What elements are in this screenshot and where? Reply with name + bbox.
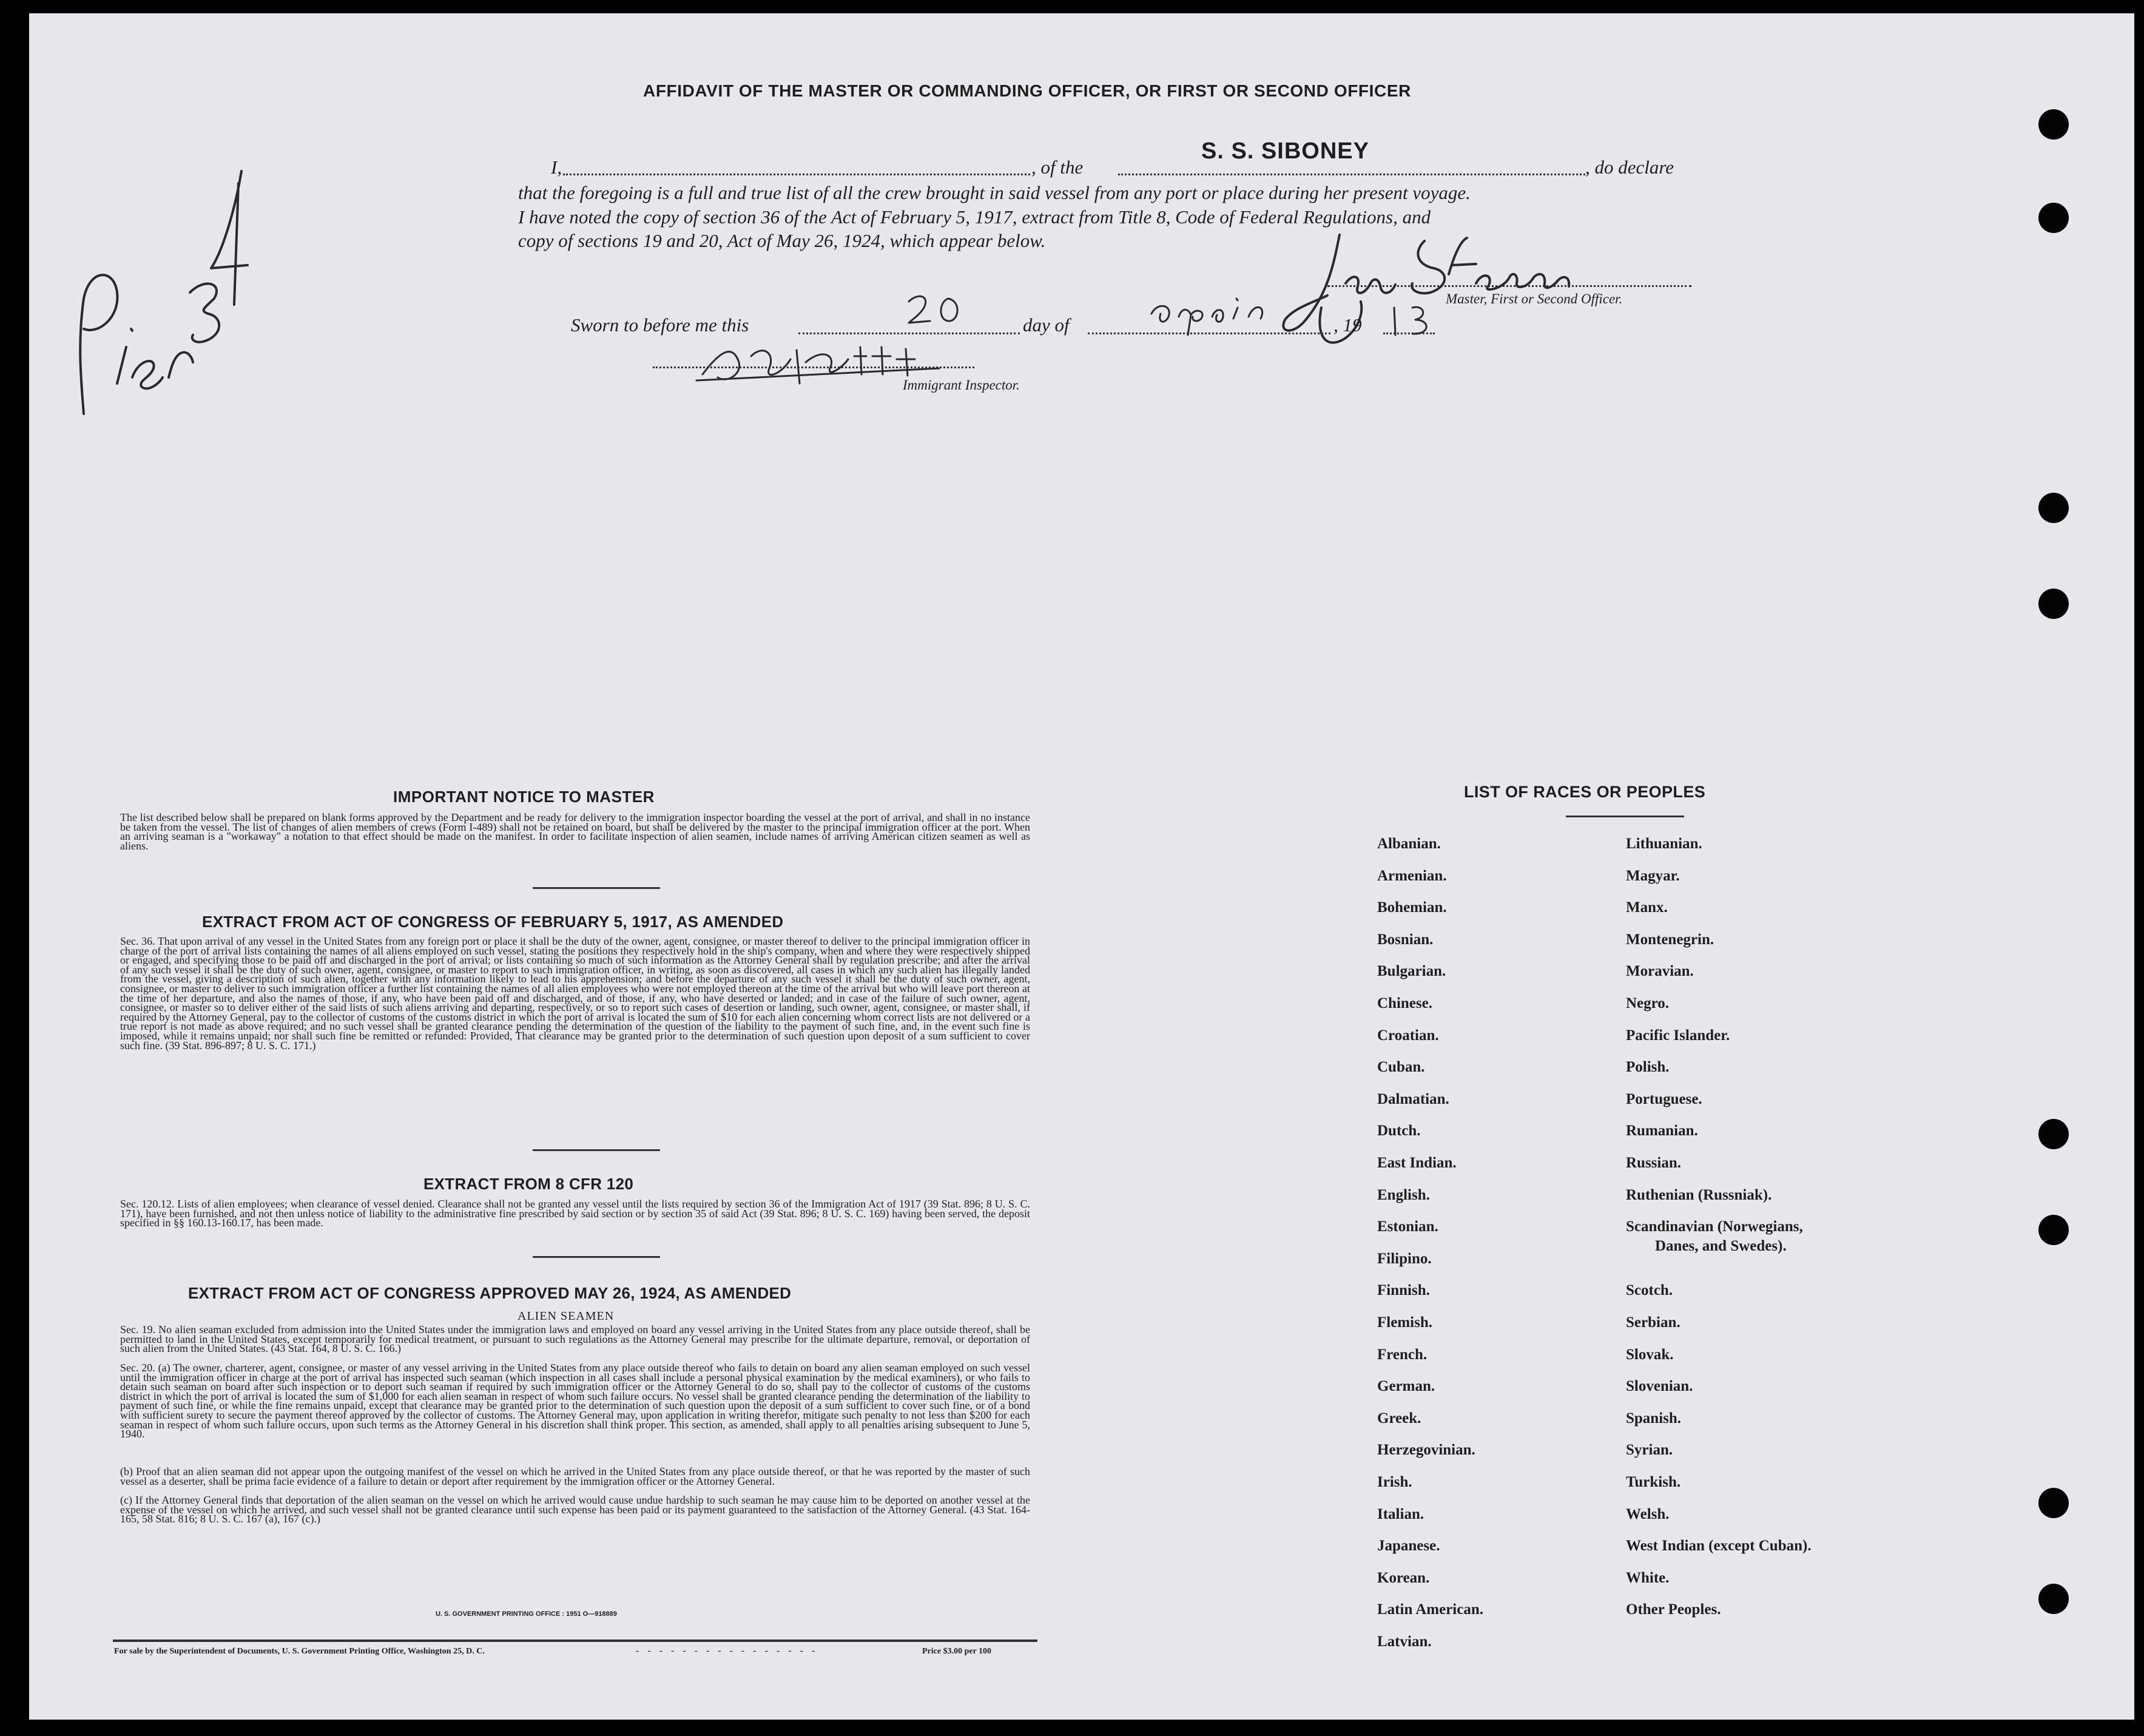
extract-cfr-title: EXTRACT FROM 8 CFR 120 [423,1175,634,1193]
affidavit-line3: I have noted the copy of section 36 of the Act of February 5, 1917, extract from Title 8, Code of Federal Regulations, and [518,206,1431,228]
race-item: Montenegrin. [1626,931,1714,948]
race-item: Slovak. [1626,1346,1674,1363]
race-item: Scotch. [1626,1282,1673,1299]
binder-hole-5 [2038,1119,2069,1149]
race-item: West Indian (except Cuban). [1626,1538,1812,1555]
sworn-day-handwritten [903,289,969,329]
binder-hole-7 [2038,1488,2069,1518]
affidavit-line1-i: I, [551,157,562,178]
extract-1924-subtitle: ALIEN SEAMEN [517,1309,615,1323]
race-item: Korean. [1377,1569,1430,1586]
race-item: French. [1377,1346,1428,1363]
race-item: Chinese. [1377,995,1432,1012]
affidavit-do-declare: , do declare [1585,157,1674,178]
affidavit-of-the: , of the [1031,157,1084,178]
affidavit-page [29,13,2134,1720]
race-item: Albanian. [1377,836,1441,852]
race-item: Magyar. [1626,867,1680,884]
race-item: Bulgarian. [1377,963,1446,980]
race-item: Irish. [1377,1474,1412,1490]
binder-hole-6 [2038,1215,2069,1245]
declarant-name-blank [563,174,1030,175]
race-item: Syrian. [1626,1442,1673,1459]
race-item: Rumanian. [1626,1123,1698,1140]
race-item: Moravian. [1626,963,1694,980]
race-item: Bosnian. [1377,931,1434,948]
races-title-rule [1566,816,1684,817]
extract-1924-sec20a: Sec. 20. (a) The owner, charterer, agent, consignee, or master of any vessel arriving in the United States from any place outside thereof who fails to detain on board any alien seaman employed on such vessel until the immigration officer in charge at the port of arrival has inspected such seaman (which inspection in all cases shall include a personal physical examination by the medical examiners), or who fails to detain such seaman on board after such inspection or to deport such seaman if required by such immigration officer or the Attorney General to do so, shall pay to the collector of customs of the customs district in which the port of arrival is located the sum of $1,000 for each alien seaman in respect of whom such failure occurs. No vessel shall be granted clearance pending the determination of the liability to payment of such fine, or while the fine remains unpaid, except that clearance may be granted prior to the determination of such question upon the deposit of a sum sufficient to cover such fine, or of a bond with sufficient surety to secure the payment thereof approved by the collector of customs. The Attorney General may, upon application in writing therefor, mitigate such penalty to not less than $200 for each seaman in respect of whom such failure occurs, upon such terms as the Attorney General in his discretion shall think proper. This section, as amended, shall apply to all penalties arising subsequent to June 5, 1940. [120,1362,1030,1440]
race-item: Danes, and Swedes). [1655,1238,1787,1254]
race-item: Spanish. [1626,1410,1682,1427]
race-item: German. [1377,1378,1435,1395]
footer-price: Price $3.00 per 100 [922,1647,992,1656]
notice-body: The list described below shall be prepared on blank forms approved by the Department and be ready for delivery to the immigration inspector boarding the vessel at the port of arrival, and shall in no instance be taken from the vessel. The list of changes of alien members of crews (Form I-489) shall not be retained on board, but shall be delivered by the master to the principal immigration officer at the port. When an arriving seaman is a "workaway" a notation to that effect should be made on the manifest. In order to facilitate inspection of alien seamen, include names of arriving American citizen seamen as well as aliens. [120,811,1030,852]
race-item: Slovenian. [1626,1378,1693,1395]
margin-handwriting-pier [41,147,272,426]
extract-1917-title: EXTRACT FROM ACT OF CONGRESS OF FEBRUARY 5, 1917, AS AMENDED [202,913,784,931]
footer-rule [113,1640,1037,1642]
race-item: Japanese. [1377,1538,1440,1555]
race-item: Finnish. [1377,1282,1430,1299]
race-item: Serbian. [1626,1314,1680,1331]
binder-hole-8 [2038,1584,2069,1614]
race-item: Other Peoples. [1626,1601,1721,1618]
race-item: Latvian. [1377,1633,1432,1650]
printing-office-line: U. S. GOVERNMENT PRINTING OFFICE : 1951 O—918889 [436,1610,617,1618]
race-item: Scandinavian (Norwegians, [1626,1218,1803,1235]
binder-hole-4 [2038,589,2069,619]
race-item: Ruthenian (Russniak). [1626,1186,1772,1203]
sworn-month-handwritten [1145,289,1303,338]
vessel-name-blank [1118,174,1585,175]
race-item: Croatian. [1377,1027,1439,1044]
race-item: East Indian. [1377,1155,1457,1171]
race-item: Latin American. [1377,1601,1483,1618]
race-item: Russian. [1626,1155,1682,1171]
extract-1917-body: Sec. 36. That upon arrival of any vessel in the United States from any foreign port or place it shall be the duty of the owner, agent, consignee, or master thereof to deliver to the principal immigration officer in charge of the port of arrival lists containing the names of all aliens employed on such vessel, stating the positions they respectively hold in the ship's company, when and where they were respectively shipped or engaged, and specifying those to be paid off and discharged in the port of arrival; or lists containing so much of such information as the Attorney General shall by regulation prescribe; and after the arrival of any such vessel it shall be the duty of such owner, agent, consignee, or master to report to such immigration officer, in writing, as soon as discovered, all cases in which any such alien has illegally landed from the vessel, giving a description of such alien, together with any information likely to lead to his apprehension; and before the departure of any such vessel it shall be the duty of such owner, agent, consignee, or master to deliver to such immigration officer a further list containing the names of all alien employees who were not employed thereon at the time of the arrival but who will leave port thereon at the time of her departure, and also the names of those, if any, who have been paid off and discharged, and of those, if any, who have deserted or landed; and in case of the failure of such owner, agent, consignee, or master so to deliver either of the said lists of such aliens arriving and departing, respectively, or so to report such cases of desertion or landing, such owner, agent, consignee, or master shall, if required by the Attorney General, pay to the collector of customs of the customs district in which the port of arrival is located the sum of $10 for each alien concerning whom correct lists are not delivered or a true report is not made as above required; and no such vessel shall be granted clearance pending the determination of the question of the liability to the payment of such fine, and, in the event such fine is imposed, while it remains unpaid; nor shall such fine be remitted or refunded: Provided, That clearance may be granted prior to the determination of such question upon deposit of a sum sufficient to cover such fine. (39 Stat. 896-897; 8 U. S. C. 171.) [120,935,1030,1052]
race-item: Herzegovinian. [1377,1442,1475,1459]
race-item: Filipino. [1377,1250,1432,1267]
race-item: Manx. [1626,899,1668,916]
race-item: Dalmatian. [1377,1090,1449,1107]
race-item: Dutch. [1377,1123,1421,1140]
sworn-year-prefix: , 19 [1333,314,1362,336]
extract-1924-sec20c: (c) If the Attorney General finds that deportation of the alien seaman on the vessel on which he arrived would cause undue hardship to such seaman he may cause him to be deported on another vessel at the expense of the vessel on which he arrived, and such vessel shall not be granted clearance until such expense has been paid or its payment guaranteed to the satisfaction of the Attorney General. (43 Stat. 164-165, 58 Stat. 816; 8 U. S. C. 167 (a), 167 (c).) [120,1494,1030,1525]
race-item: Negro. [1626,995,1670,1012]
binder-hole-3 [2038,493,2069,523]
affidavit-line2: that the foregoing is a full and true list of all the crew brought in said vessel from any port or place during her present voyage. [518,182,1471,203]
divider-3 [533,1256,660,1258]
race-item: Bohemian. [1377,899,1447,916]
race-item: White. [1626,1569,1670,1586]
divider-1 [533,887,660,889]
extract-cfr-body: Sec. 120.12. Lists of alien employees; when clearance of vessel denied. Clearance shall not be granted any vessel until the lists required by section 36 of the Immigration Act of 1917 (39 Stat. 896; 8 U. S. C. 171), have been furnished, and not then unless notice of liability to the administrative fine prescribed by said section or by section 35 of said Act (39 Stat. 896; 8 U. S. C. 169) having been served, the deposit specified in §§ 160.13-160.17, has been made. [120,1198,1030,1229]
race-item: English. [1377,1186,1430,1203]
race-item: Estonian. [1377,1218,1438,1235]
affidavit-line4: copy of sections 19 and 20, Act of May 26, 1924, which appear below. [518,230,1046,251]
extract-1924-sec20b: (b) Proof that an alien seaman did not appear upon the outgoing manifest of the vessel on which he arrived in the United States from any place outside thereof, or that he was reported by the master of such vessel as a deserter, shall be prima facie evidence of a failure to detain or deport after requirement by the immigration officer or the Attorney General. [120,1465,1030,1487]
vessel-name: S. S. SIBONEY [1201,138,1369,164]
divider-2 [533,1149,660,1151]
sworn-day-of: day of [1023,314,1070,336]
race-item: Polish. [1626,1059,1670,1076]
race-item: Flemish. [1377,1314,1432,1331]
footer-dashes: - - - - - - - - - - - - - - - - [636,1646,818,1656]
notice-title: IMPORTANT NOTICE TO MASTER [393,788,655,806]
binder-hole-2 [2038,203,2069,233]
master-caption: Master, First or Second Officer. [1446,291,1623,306]
race-item: Greek. [1377,1410,1421,1427]
race-item: Lithuanian. [1626,836,1702,852]
extract-1924-title: EXTRACT FROM ACT OF CONGRESS APPROVED MAY 26, 1924, AS AMENDED [188,1284,792,1302]
race-item: Welsh. [1626,1505,1670,1522]
race-item: Italian. [1377,1505,1424,1522]
binder-hole-1 [2038,109,2069,140]
inspector-caption: Immigrant Inspector. [903,377,1020,393]
sworn-year-handwritten [1388,299,1455,341]
affidavit-title: AFFIDAVIT OF THE MASTER OR COMMANDING OFFICER, OR FIRST OR SECOND OFFICER [643,81,1411,100]
race-item: Armenian. [1377,867,1447,884]
races-title: LIST OF RACES OR PEOPLES [1464,783,1706,801]
race-item: Portuguese. [1626,1090,1702,1107]
race-item: Turkish. [1626,1474,1681,1490]
footer-sale-text: For sale by the Superintendent of Documents, U. S. Government Printing Office, Washington 25, D. C. [114,1647,485,1656]
race-item: Cuban. [1377,1059,1425,1076]
sworn-prefix: Sworn to before me this [571,314,749,336]
race-item: Pacific Islander. [1626,1027,1730,1044]
extract-1924-sec19: Sec. 19. No alien seaman excluded from admission into the United States under the immigration laws and employed on board any vessel arriving in the United States from any place outside thereof, shall be permitted to land in the United States, except temporarily for medical treatment, or pursuant to such regulations as the Attorney General may prescribe for the ultimate departure, removal, or deportation of such alien from the United States. (43 Stat. 164, 8 U. S. C. 166.) [120,1323,1030,1355]
